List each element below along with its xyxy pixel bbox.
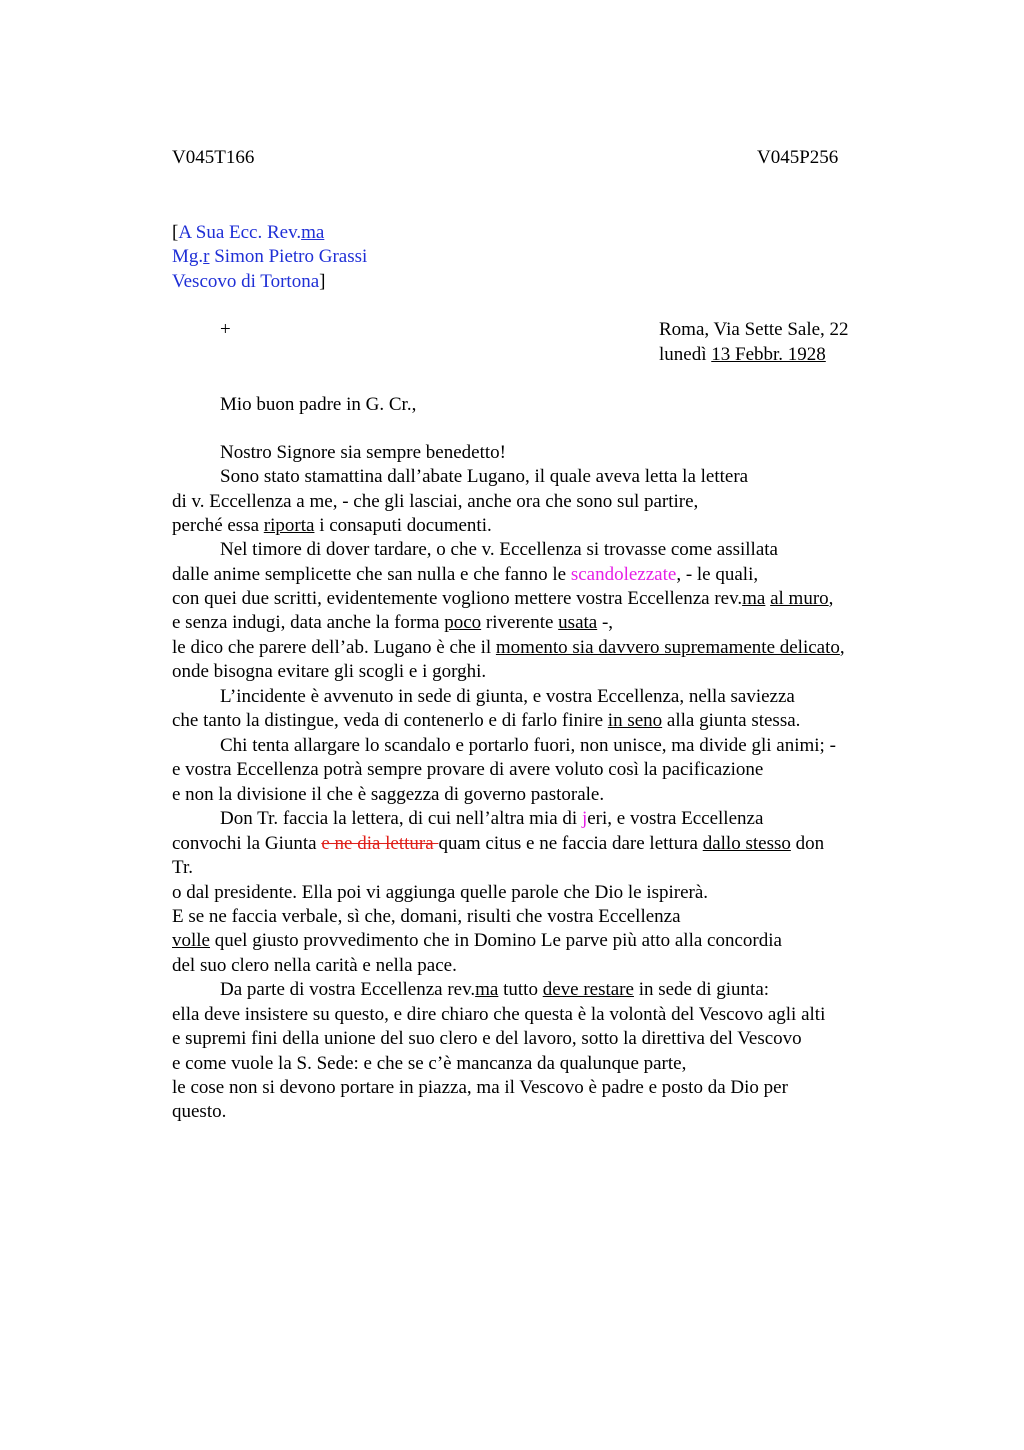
body-line: questo. [172, 1101, 227, 1122]
body-line: Nel timore di dover tardare, o che v. Eccellenza si trovasse come assillata [220, 539, 778, 560]
body-line: dalle anime semplicette che san nulla e che fanno le scandolezzate, - le quali, [172, 564, 759, 585]
body-line: che tanto la distingue, veda di contenerlo e di farlo finire in seno alla giunta stessa. [172, 710, 801, 731]
body-line: o dal presidente. Ella poi vi aggiunga quelle parole che Dio le ispirerà. [172, 882, 709, 903]
body-line: e vostra Eccellenza potrà sempre provare di avere voluto così la pacificazione [172, 759, 764, 780]
body-line: le cose non si devono portare in piazza, ma il Vescovo è padre e posto da Dio per [172, 1077, 788, 1098]
body-line: ella deve insistere su questo, e dire chiaro che questa è la volontà del Vescovo agli alti [172, 1004, 826, 1025]
body-line: e come vuole la S. Sede: e che se c’è mancanza da qualunque parte, [172, 1053, 687, 1074]
salutation: Mio buon padre in G. Cr., [220, 394, 417, 415]
body-line: del suo clero nella carità e nella pace. [172, 955, 457, 976]
body-line: di v. Eccellenza a me, - che gli lasciai, anche ora che sono sul partire, [172, 491, 699, 512]
body-line: Da parte di vostra Eccellenza rev.ma tutto deve restare in sede di giunta: [220, 979, 770, 1000]
body-line: e non la divisione il che è saggezza di governo pastorale. [172, 784, 605, 805]
body-line: con quei due scritti, evidentemente vogliono mettere vostra Eccellenza rev.ma al muro, [172, 588, 834, 609]
body-line: L’incidente è avvenuto in sede di giunta, e vostra Eccellenza, nella saviezza [220, 686, 795, 707]
body-line: Don Tr. faccia la lettera, di cui nell’altra mia di jeri, e vostra Eccellenza [220, 808, 764, 829]
body-line: Chi tenta allargare lo scandalo e portarlo fuori, non unisce, ma divide gli animi; - [220, 735, 836, 756]
body-line: le dico che parere dell’ab. Lugano è che il momento sia davvero supremamente delicato, [172, 637, 845, 658]
date-line: lunedì 13 Febbr. 1928 [659, 344, 826, 365]
place-line: Roma, Via Sette Sale, 22 [659, 319, 849, 340]
archive-code-left: V045T166 [172, 147, 255, 168]
body-line: Nostro Signore sia sempre benedetto! [220, 442, 506, 463]
body-line: onde bisogna evitare gli scogli e i gorghi. [172, 661, 487, 682]
address-line-3: Vescovo di Tortona] [172, 271, 326, 292]
address-line-1: [A Sua Ecc. Rev.ma [172, 222, 325, 243]
address-line-2: Mg.r Simon Pietro Grassi [172, 246, 368, 267]
body-line: convochi la Giunta e ne dia lettura quam citus e ne faccia dare lettura dallo stesso don [172, 833, 825, 854]
deleted-text: e ne dia lettura [321, 833, 439, 854]
body-line: Tr. [172, 857, 193, 878]
body-line: e senza indugi, data anche la forma poco riverente usata -, [172, 612, 614, 633]
body-line: volle quel giusto provvedimento che in Domino Le parve più atto alla concordia [172, 930, 782, 951]
body-line: E se ne faccia verbale, sì che, domani, risulti che vostra Eccellenza [172, 906, 681, 927]
cross-symbol: + [220, 319, 231, 340]
body-line: perché essa riporta i consaputi documenti. [172, 515, 492, 536]
body-line: Sono stato stamattina dall’abate Lugano, il quale aveva letta la lettera [220, 466, 749, 487]
archive-code-right: V045P256 [757, 147, 839, 168]
body-line: e supremi fini della unione del suo clero e del lavoro, sotto la direttiva del Vescovo [172, 1028, 802, 1049]
